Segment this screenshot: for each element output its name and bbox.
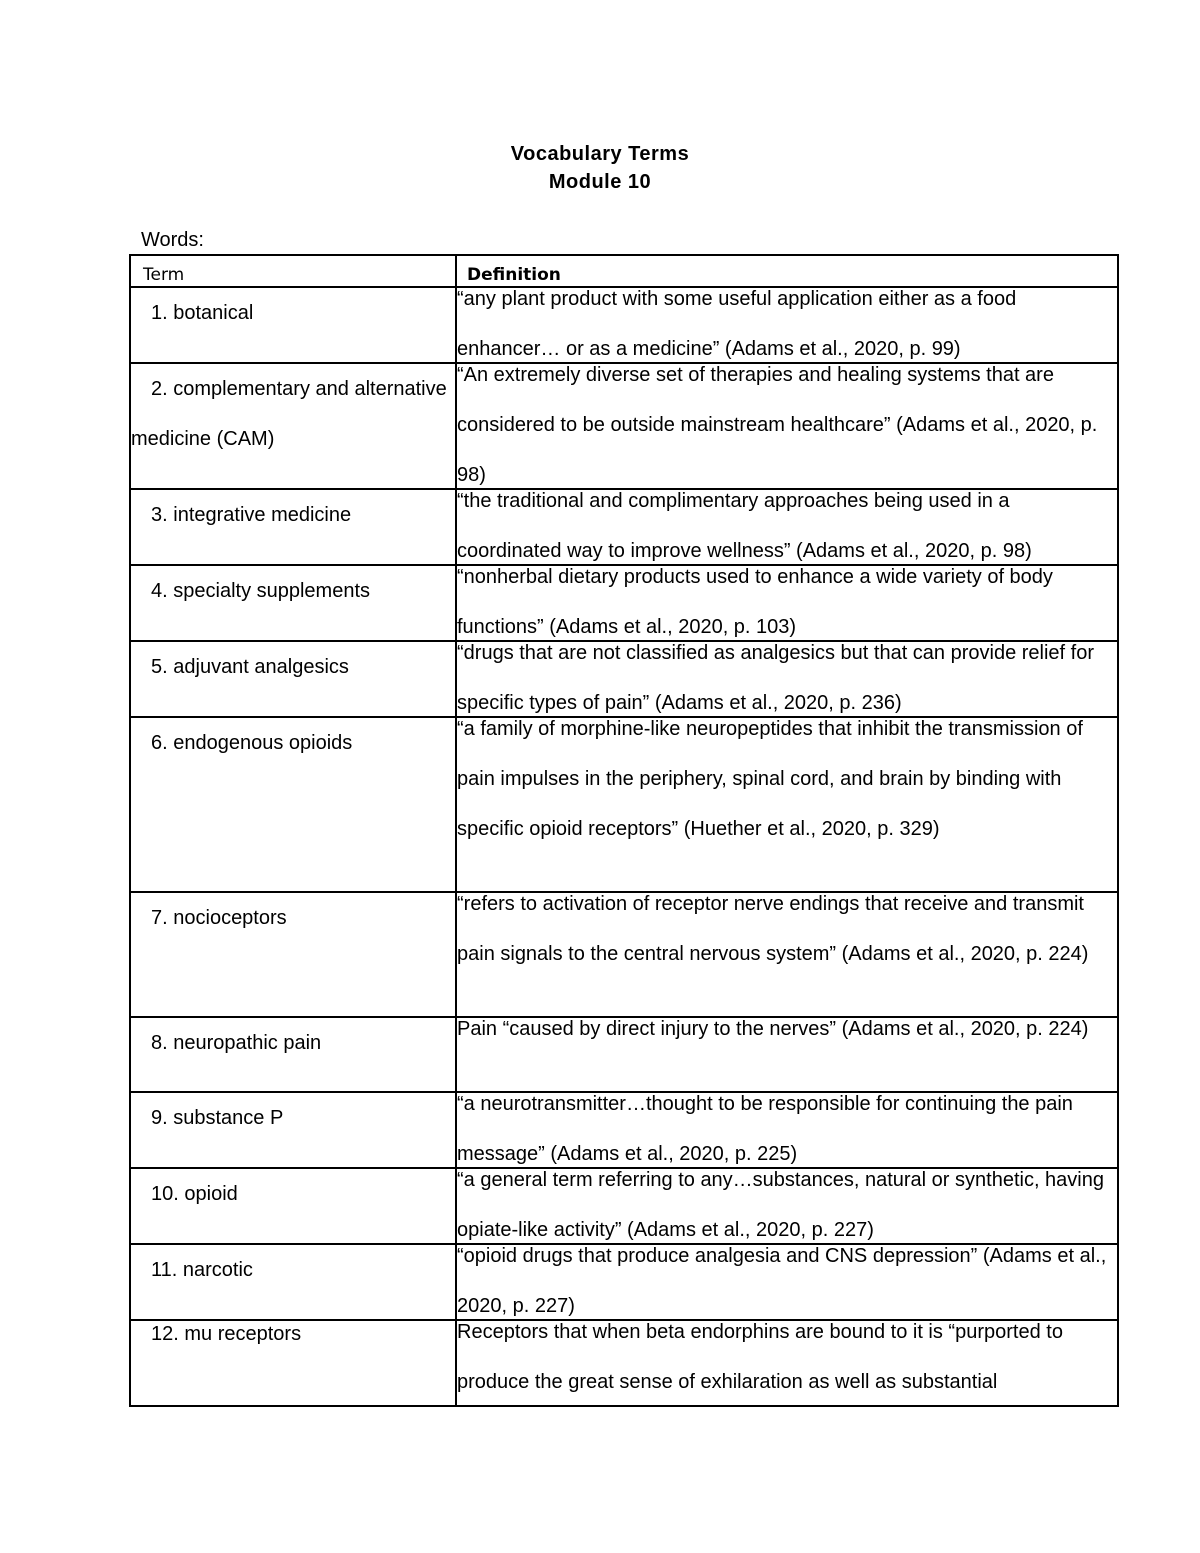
definition-text: “a family of morphine-like neuropeptides that inhibit the transmission of pain impulses in the periphery, spinal cord, and brain by binding with specific opioid receptors” (Huether et al., 2020, p. 329) — [457, 718, 1083, 840]
term-number: 3. — [151, 504, 168, 526]
table-row — [130, 1320, 1118, 1406]
term-text: integrative medicine — [173, 504, 352, 526]
term-number: 5. — [151, 656, 168, 678]
term-number: 7. — [151, 907, 168, 929]
term-number: 2. — [151, 378, 168, 400]
definition-text: “An extremely diverse set of therapies and healing systems that are considered to be outside mainstream healthcare” (Adams et al., 2020, p. 98) — [457, 364, 1098, 486]
term-number: 8. — [151, 1032, 168, 1054]
definition-text: “refers to activation of receptor nerve endings that receive and transmit pain signals to the central nervous system” (Adams et al., 2020, p. 224) — [457, 893, 1089, 965]
definition-text: “the traditional and complimentary approaches being used in a coordinated way to improve wellness” (Adams et al., 2020, p. 98) — [457, 490, 1032, 562]
header-term: Term — [130, 255, 456, 287]
term-cell — [130, 363, 456, 489]
term-text: complementary and alternative medicine (CAM) — [131, 378, 447, 450]
term-number: 4. — [151, 580, 168, 602]
definition-text: Pain “caused by direct injury to the nerves” (Adams et al., 2020, p. 224) — [457, 1018, 1089, 1040]
vocabulary-table — [129, 254, 1119, 1407]
term-text: specialty supplements — [173, 580, 371, 602]
term-number: 9. — [151, 1107, 168, 1129]
definition-text: “drugs that are not classified as analgesics but that can provide relief for specific types of pain” (Adams et al., 2020, p. 236) — [457, 642, 1095, 714]
words-label: Words: — [141, 229, 204, 251]
definition-cell — [456, 892, 1118, 1017]
term-number: 12. — [151, 1323, 179, 1345]
definition-text: Receptors that when beta endorphins are bound to it is “purported to produce the great sense of exhilaration as well as substantial — [457, 1321, 1063, 1393]
term-cell — [130, 489, 456, 565]
term-text: endogenous opioids — [173, 732, 353, 754]
definition-text: “a neurotransmitter…thought to be responsible for continuing the pain message” (Adams et al., 2020, p. 225) — [457, 1093, 1073, 1165]
term-cell — [130, 1168, 456, 1244]
term-cell — [130, 1017, 456, 1092]
term-number: 1. — [151, 302, 168, 324]
term-text: substance P — [173, 1107, 284, 1129]
term-text: narcotic — [182, 1259, 253, 1281]
table-row — [130, 892, 1118, 1017]
table-row — [130, 363, 1118, 489]
header-definition: Definition — [456, 255, 1118, 287]
definition-cell — [456, 1320, 1118, 1406]
term-cell — [130, 1320, 456, 1406]
term-cell — [130, 1244, 456, 1320]
table-row — [130, 717, 1118, 892]
term-cell — [130, 641, 456, 717]
definition-text: “a general term referring to any…substances, natural or synthetic, having opiate-like activity” (Adams et al., 2020, p. 227) — [457, 1169, 1104, 1241]
term-text: botanical — [173, 302, 254, 324]
term-text: mu receptors — [184, 1323, 302, 1345]
term-cell — [130, 565, 456, 641]
term-text: nocioceptors — [173, 907, 287, 929]
term-cell — [130, 892, 456, 1017]
term-cell — [130, 717, 456, 892]
term-cell — [130, 1092, 456, 1168]
document-subtitle: Module 10 — [548, 171, 652, 193]
definition-cell — [456, 363, 1118, 489]
term-number: 10. — [151, 1183, 179, 1205]
definition-text: “any plant product with some useful application either as a food enhancer… or as a medicine” (Adams et al., 2020, p. 99) — [457, 288, 1017, 360]
term-cell — [130, 287, 456, 363]
term-number: 11. — [151, 1259, 178, 1281]
definition-text: “opioid drugs that produce analgesia and CNS depression” (Adams et al., 2020, p. 227) — [457, 1245, 1107, 1317]
term-text: opioid — [184, 1183, 238, 1205]
definition-cell — [456, 717, 1118, 892]
definition-text: “nonherbal dietary products used to enhance a wide variety of body functions” (Adams et al., 2020, p. 103) — [457, 566, 1053, 638]
term-text: neuropathic pain — [173, 1032, 322, 1054]
term-text: adjuvant analgesics — [173, 656, 349, 678]
term-number: 6. — [151, 732, 168, 754]
document-title: Vocabulary Terms — [510, 143, 690, 165]
